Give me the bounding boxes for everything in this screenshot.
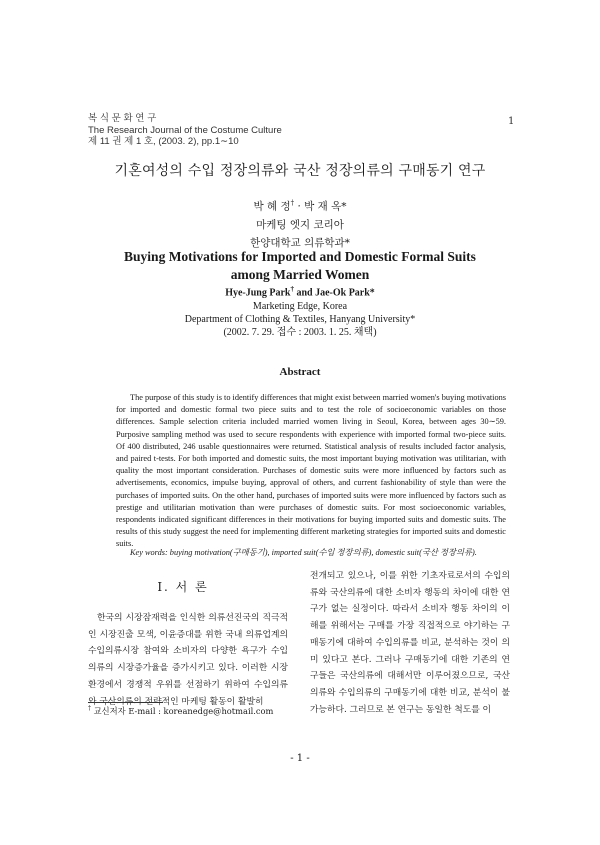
affiliation1-en: Marketing Edge, Korea — [252, 301, 348, 312]
submission-dates: (2002. 7. 29. 접수 : 2003. 1. 25. 채택) — [223, 327, 377, 338]
page-number: 1 — [508, 116, 515, 127]
authors-korean — [0, 194, 600, 252]
footnote — [88, 705, 273, 717]
footnote-mark: † — [88, 705, 91, 713]
affiliation2-ko: 한양대학교 의류학과* — [250, 236, 350, 249]
authors-english — [0, 285, 600, 298]
abstract-text: The purpose of this study is to identify differences that might exist between married women's buying motivations for imported and domestic formal two piece suits and to test the role of socioeconomic variables on those differences. Sample selection criteria included married women living in Seoul, Korea, between ages 30∼59. Purposive sampling method was used to secure respondents with experience with imported formal two-piece suits. Of 400 distributed, 246 usable questionnaires were returned. Statistical analysis of results included factor analysis, and paired t-tests. For both imported and domestic suits, the most important buying motivation was utilitarian, with quality the most important consideration. Purchases of domestic suits were more influenced by factors such as advertisements, economics, impulse buying, approval of others, and current fashionability of style than were the purchases of imported suits. On the other hand, purchases of imported suits were more influenced by factors such as prestige and utilitarian motivation than were purchases of domestic suits. For most socioeconomic variables, respondents indicated significant differences in their motivations for buying imported suits and domestic suits. The results of this study suggest the need for implementing different marketing strategies for imported suits and domestic suits. — [116, 393, 507, 549]
corresponding-mark-en: † — [290, 285, 294, 293]
corresponding-mark: † — [290, 199, 295, 207]
body-right-column: 전개되고 있으나, 이를 위한 기초자료로서의 수입의류와 국산의류에 대한 소비자 행동의 차이에 대한 연구가 없는 실정이다. 따라서 소비자 행동 차이의 이해를 위해서는 구매를 가장 직접적으로 야기하는 구매동기에 대하여 수입의류를 비교, 분석하는 것이 의미 있다고 본다. 그러나 구매동기에 대한 기존의 연구들은 국산의류에 대해서만 이루어졌으므로, 국산의류와 수입의류의 구매동기에 대한 비교, 분석이 불가능하다. 그러므로 본 연구는 동일한 척도를 이 — [310, 571, 510, 715]
author1-en: Hye-Jung Park — [225, 287, 291, 299]
folio: - 1 - — [290, 753, 310, 764]
title-en-line1: Buying Motivations for Imported and Domestic Formal Suits — [124, 249, 476, 264]
footnote-rule — [88, 702, 163, 703]
footnote-text: 교신저자 E-mail : koreanedge@hotmail.com — [91, 706, 274, 716]
title-en-line2: among Married Women — [230, 267, 370, 282]
author-separator: · — [294, 200, 305, 213]
section-heading: Ⅰ. 서 론 — [157, 580, 209, 594]
keywords: Key words: buying motivation(구매동기), imported suit(수입 정장의류), domestic suit(국산 정장의류). — [130, 548, 477, 557]
author1-ko: 박 혜 정 — [253, 200, 291, 213]
journal-name-en: The Research Journal of the Costume Culture — [88, 124, 282, 136]
affiliation2-en: Department of Clothing & Textiles, Hanyang University* — [184, 314, 416, 325]
volume-info: 제 11 권 제 1 호, (2003. 2), pp.1∼10 — [88, 136, 239, 147]
abstract-heading: Abstract — [279, 366, 321, 378]
body-left-column: 한국의 시장잠재력을 인식한 의류선진국의 직극적인 시장진출 모색, 이윤증대를 위한 국내 의류업계의 수입의류시장 참여와 소비자의 다양한 욕구가 수입의류의 시장증가율을 증가시키고 있다. 이러한 시장환경에서 경쟁적 우위를 선점하기 위하여 수입의류와 국산의류의 전략적인 마케팅 활동이 활발히 — [88, 613, 288, 707]
affiliations-english — [0, 300, 600, 339]
affiliation1-ko: 마케팅 엣지 코리아 — [256, 218, 344, 231]
author-joiner: and — [293, 287, 316, 299]
author-line-ko — [0, 194, 600, 216]
author2-ko: 박 재 옥* — [304, 200, 347, 213]
title-korean: 기혼여성의 수입 정장의류와 국산 정장의류의 구매동기 연구 — [114, 163, 486, 179]
journal-header — [88, 113, 282, 148]
title-english — [0, 248, 600, 284]
journal-name-ko: 복 식 문 화 연 구 — [88, 113, 157, 124]
author2-en: Jae-Ok Park* — [315, 287, 375, 299]
